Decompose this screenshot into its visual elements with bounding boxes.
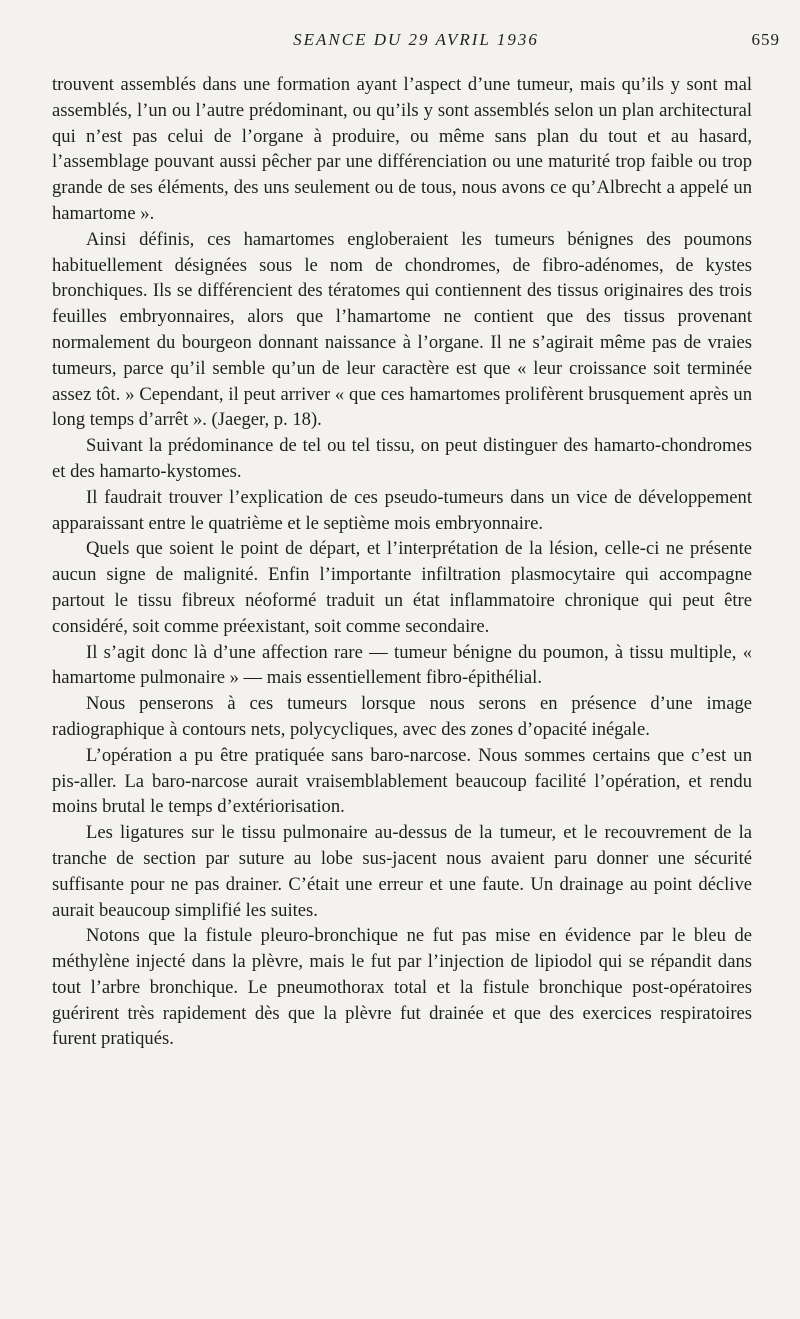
paragraph-ligatures: Les ligatures sur le tissu pulmonaire au-dessus de la tumeur, et le recouvrement de la tranche de section par suture au lobe sus-jacent nous avaient paru donner une sécurité suffisante pour ne pas drainer. C’était une erreur et une faute. Un drainage au point déclive aurait beaucoup simplifié les suites. — [52, 822, 752, 921]
paragraph-development-explanation: Il faudrait trouver l’explication de ces pseudo-tumeurs dans un vice de développement apparaissant entre le quatrième et le septième mois embryonnaire. — [52, 486, 752, 534]
running-header — [52, 30, 780, 54]
paragraph-malignancy: Quels que soient le point de départ, et l’interprétation de la lésion, celle-ci ne présente aucun signe de malignité. Enfin l’importante infiltration plasmocytaire qui accompagne partout le tissu fibreux néoformé traduit un état inflammatoire chronique qui peut être considéré, soit comme préexistant, soit comme secondaire. — [52, 538, 752, 637]
page-number: 659 — [751, 30, 780, 49]
paragraph-fistula: Notons que la fistule pleuro-bronchique ne fut pas mise en évidence par le bleu de méthylène injecté dans la plèvre, mais le fut par l’injection de lipiodol qui se répandit dans tout l’arbre bronchique. Le pneumothorax total et la fistule bronchique post-opératoires guérirent très rapidement dès que la plèvre fut drainée et que des exercices respiratoires furent pratiqués. — [52, 925, 752, 1050]
paragraph-continuation: trouvent assemblés dans une formation ayant l’aspect d’une tumeur, mais qu’ils y sont mal assemblés, l’un ou l’autre prédominant, ou qu’ils y sont assemblés selon un plan architectural qui n’est pas celui de l’organe à produire, ou même sans plan du tout et au hasard, l’assemblage pouvant aussi pêcher par une différenciation ou une maturité trop faible ou trop grande de ses éléments, des uns seulement ou de tous, nous avons ce qu’Albrecht a appelé un hamartome ». — [52, 74, 752, 224]
paragraph-radiographic-image: Nous penserons à ces tumeurs lorsque nous serons en présence d’une image radiographique à contours nets, polycycliques, avec des zones d’opacité inégale. — [52, 693, 752, 740]
paragraph-rare-affection: Il s’agit donc là d’une affection rare — tumeur bénigne du poumon, à tissu multiple, « hamartome pulmonaire » — mais essentiellement fibro-épithélial. — [52, 641, 752, 689]
running-title: SEANCE DU 29 AVRIL 1936 — [293, 30, 539, 49]
body-text — [52, 72, 752, 1052]
paragraph-hamartome-definition: Ainsi définis, ces hamartomes engloberaient les tumeurs bénignes des poumons habituellement désignées sous le nom de chondromes, de fibro-adénomes, de kystes bronchiques. Ils se différencient des tératomes qui contiennent des tissus originaires des trois feuilles embryonnaires, alors que l’hamartome ne contient que des tissus provenant normalement du bourgeon donnant naissance à l’organe. Il ne s’agirait même pas de vraies tumeurs, parce qu’il semble qu’un de leur caractère est que « leur croissance soit terminée assez tôt. » Cependant, il peut arriver « que ces hamartomes prolifèrent brusquement après un long temps d’arrêt ». (Jaeger, p. 18). — [52, 228, 752, 431]
paragraph-operation: L’opération a pu être pratiquée sans baro-narcose. Nous sommes certains que c’est un pis-aller. La baro-narcose aurait vraisemblablement beaucoup facilité l’opération, et rendu moins brutal le temps d’extériorisation. — [52, 744, 752, 818]
paragraph-tissue-predominance: Suivant la prédominance de tel ou tel tissu, on peut distinguer des hamarto-chondromes et des hamarto-kystomes. — [52, 435, 752, 482]
